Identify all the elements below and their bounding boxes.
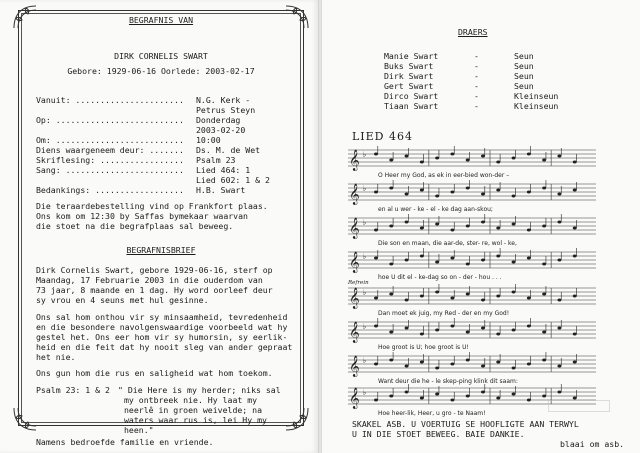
note-head	[435, 393, 439, 396]
note-head	[512, 329, 516, 332]
treble-clef-icon: 𝄞	[349, 288, 360, 309]
note-head	[450, 229, 454, 232]
lyric-line: Want deur die he - le skep-ping klink dit saam:	[378, 378, 518, 385]
note-head	[481, 155, 485, 158]
detail-value: Lied 602: 1 & 2	[196, 175, 270, 185]
note-head	[573, 295, 577, 298]
note-head	[557, 259, 561, 262]
note-head	[435, 223, 439, 226]
page-fold	[318, 0, 322, 453]
headlights-notice: U IN DIE STOET BEWEEG. BAIE DANKIE.	[352, 429, 525, 439]
note-head	[420, 397, 424, 400]
note-head	[573, 161, 577, 164]
note-head	[466, 359, 470, 362]
bearer-relation: Seun	[514, 81, 534, 91]
note-head	[481, 193, 485, 196]
flat-sign-icon: ♭	[362, 218, 367, 227]
flat-sign-icon: ♭	[362, 288, 367, 297]
burial-info-line: Die teraardebestelling vind op Frankfort plaas.	[36, 201, 268, 211]
psalm-reference: Psalm 23: 1 & 2	[36, 385, 110, 395]
note-head	[374, 191, 378, 194]
note-head	[512, 223, 516, 226]
flat-sign-icon: ♭	[362, 322, 367, 331]
note-head	[466, 159, 470, 162]
note-head	[466, 395, 470, 398]
note-head	[389, 187, 393, 190]
note-head	[527, 191, 531, 194]
lyric-line: Hoe groot is U; hoe groot is U!	[378, 344, 469, 351]
bearers-heading: DRAERS	[458, 27, 488, 37]
note-head	[481, 259, 485, 262]
note-head	[527, 229, 531, 232]
bearer-relation: Kleinseun	[514, 101, 559, 111]
detail-label: Diens waargeneem deur: .......	[36, 145, 184, 155]
detail-value: Ds. M. de Wet	[196, 145, 261, 155]
staff-lines	[348, 318, 596, 344]
remember-line: heid en die feit dat hy nooit sleg van ander gepraat	[36, 342, 293, 352]
headlights-notice: SKAKEL ASB. U VOERTUIG SE HOOFLIGTE AAN TERWYL	[352, 419, 579, 429]
treble-clef-icon: 𝄞	[349, 184, 360, 205]
note-head	[374, 363, 378, 366]
lyric-line: hoe U dit el - ke-dag so on - der - hou . . .	[378, 274, 502, 281]
note-head	[374, 399, 378, 402]
detail-value: Donderdag	[196, 115, 241, 125]
note-head	[542, 159, 546, 162]
bearer-relation: Seun	[514, 51, 534, 61]
lyric-line: en al u wer - ke - el - ke dag aan-skou;	[378, 206, 493, 213]
note-head	[542, 187, 546, 190]
detail-value: Petrus Steyn	[196, 105, 256, 115]
note-head	[466, 225, 470, 228]
bearer-name: Manie Swart	[384, 51, 439, 61]
staff-lines	[348, 146, 596, 172]
lyric-line: Dan moet ek juig, my Red - der en my God!	[378, 310, 510, 317]
note-head	[557, 365, 561, 368]
corner-ornament-icon	[284, 406, 310, 432]
staff-lines	[348, 248, 596, 274]
music-staff	[348, 284, 596, 310]
life-dates: Gebore: 1929-06-16 Oorlede: 2003-02-17	[67, 66, 255, 76]
bearer-name: Dirco Swart	[384, 91, 439, 101]
faint-stamp	[548, 400, 610, 412]
flat-sign-icon: ♭	[362, 356, 367, 365]
bearer-dash: -	[474, 91, 479, 101]
note-head	[450, 325, 454, 328]
psalm-line: neerlê in groen weivelde; na	[124, 405, 263, 415]
note-head	[466, 331, 470, 334]
treble-clef-icon: 𝄞	[349, 388, 360, 409]
note-head	[389, 263, 393, 266]
note-head	[496, 361, 500, 364]
sign-off: Namens bedroefde familie en vriende.	[36, 437, 214, 447]
note-head	[527, 399, 531, 402]
note-head	[450, 399, 454, 402]
detail-value: H.B. Swart	[196, 185, 246, 195]
bearer-dash: -	[474, 81, 479, 91]
treble-clef-icon: 𝄞	[349, 356, 360, 377]
psalm-line: my ontbreek nie. Hy laat my	[124, 395, 258, 405]
note-head	[466, 187, 470, 190]
detail-label: Skriflesing: .................	[36, 155, 184, 165]
note-head	[527, 297, 531, 300]
flat-sign-icon: ♭	[362, 388, 367, 397]
note-head	[573, 361, 577, 364]
note-head	[374, 257, 378, 260]
note-head	[389, 359, 393, 362]
lyric-line: Hoe heer-lik, Heer, u gro - te Naam!	[378, 410, 486, 417]
remember-line: het nie.	[36, 352, 76, 362]
note-head	[420, 361, 424, 364]
note-head	[573, 227, 577, 230]
detail-label: Om: ..........................	[36, 135, 184, 145]
note-head	[573, 255, 577, 258]
flat-sign-icon: ♭	[362, 252, 367, 261]
note-head	[512, 261, 516, 264]
bio-line: Dirk Cornelis Swart, gebore 1929-06-16, sterf op	[36, 265, 273, 275]
bearer-relation: Seun	[514, 61, 534, 71]
note-head	[405, 327, 409, 330]
treble-clef-icon: 𝄞	[349, 322, 360, 343]
bio-line: 73 jaar, 8 maande en 1 dag. Hy word oorleef deur	[36, 285, 273, 295]
bio-line: sy vrou en 4 seuns met hul gesinne.	[36, 295, 209, 305]
funeral-heading: BEGRAFNIS VAN	[128, 15, 194, 25]
note-head	[496, 161, 500, 164]
music-staff	[348, 214, 596, 240]
burial-info-line: Ons kom om 12:30 by Saffas bymekaar waarvan	[36, 211, 248, 221]
note-head	[557, 193, 561, 196]
detail-label: Vanuit: ......................	[36, 95, 184, 105]
rest-line: Ons gun hom die rus en saligheid wat hom toekom.	[36, 368, 273, 378]
note-head	[527, 257, 531, 260]
refrain-label: Refrein	[348, 280, 369, 286]
staff-lines	[348, 284, 596, 310]
bearer-relation: Kleinseun	[514, 91, 559, 101]
staff-lines	[348, 214, 596, 240]
note-head	[557, 391, 561, 394]
remember-line: Ons sal hom onthou vir sy minsaamheid, tevredenheid	[36, 312, 288, 322]
note-head	[496, 333, 500, 336]
psalm-line: waters waar rus is, lei Hy my	[124, 415, 267, 425]
music-staff	[348, 318, 596, 344]
note-head	[420, 161, 424, 164]
note-head	[496, 189, 500, 192]
note-head	[420, 333, 424, 336]
lyric-line: O Heer my God, as ek in eer-bied won-der –	[378, 172, 510, 179]
detail-value: N.G. Kerk -	[196, 95, 251, 105]
turn-over-note: blaai om asb.	[560, 439, 625, 449]
note-head	[542, 263, 546, 266]
corner-ornament-icon	[12, 406, 38, 432]
note-head	[466, 263, 470, 266]
note-head	[420, 227, 424, 230]
note-head	[557, 299, 561, 302]
note-head	[557, 221, 561, 224]
note-head	[527, 153, 531, 156]
note-head	[542, 395, 546, 398]
note-head	[420, 255, 424, 258]
note-head	[512, 367, 516, 370]
note-head	[542, 331, 546, 334]
hymn-title: LIED 464	[352, 130, 413, 143]
note-head	[527, 325, 531, 328]
bearer-name: Gert Swart	[384, 81, 434, 91]
note-head	[450, 153, 454, 156]
note-head	[450, 191, 454, 194]
note-head	[542, 225, 546, 228]
note-head	[466, 293, 470, 296]
note-head	[573, 333, 577, 336]
note-head	[512, 195, 516, 198]
note-head	[512, 291, 516, 294]
detail-value: 10:00	[196, 135, 221, 145]
note-head	[496, 295, 500, 298]
note-head	[435, 157, 439, 160]
detail-label: Sang: ........................	[36, 165, 184, 175]
flat-sign-icon: ♭	[362, 184, 367, 193]
bearer-name: Dirk Swart	[384, 71, 434, 81]
bearer-dash: -	[474, 71, 479, 81]
music-staff	[348, 180, 596, 206]
note-head	[374, 297, 378, 300]
note-head	[542, 293, 546, 296]
note-head	[496, 255, 500, 258]
note-head	[389, 225, 393, 228]
note-head	[435, 329, 439, 332]
note-head	[573, 189, 577, 192]
flat-sign-icon: ♭	[362, 150, 367, 159]
music-staff	[348, 352, 596, 378]
note-head	[374, 229, 378, 232]
treble-clef-icon: 𝄞	[349, 252, 360, 273]
staff-lines	[348, 352, 596, 378]
note-head	[374, 325, 378, 328]
note-head	[527, 363, 531, 366]
note-head	[405, 259, 409, 262]
bearer-dash: -	[474, 51, 479, 61]
detail-value: 2003-02-20	[196, 125, 246, 135]
note-head	[389, 159, 393, 162]
bearer-name: Buks Swart	[384, 61, 434, 71]
note-head	[435, 195, 439, 198]
note-head	[374, 153, 378, 156]
remember-line: en die besondere navolgenswaardige voorbeeld wat hy	[36, 322, 288, 332]
note-head	[405, 299, 409, 302]
note-head	[405, 193, 409, 196]
note-head	[405, 155, 409, 158]
bearer-relation: Seun	[514, 71, 534, 81]
remember-line: gestel het. Ons eer hom vir sy humorsin, sy eerlik-	[36, 332, 288, 342]
note-head	[389, 395, 393, 398]
note-head	[481, 299, 485, 302]
note-head	[450, 257, 454, 260]
note-head	[405, 221, 409, 224]
note-head	[389, 293, 393, 296]
note-head	[389, 331, 393, 334]
note-head	[435, 291, 439, 294]
deceased-name: DIRK CORNELIS SWART	[114, 51, 208, 61]
note-head	[496, 397, 500, 400]
note-head	[557, 327, 561, 330]
note-head	[405, 391, 409, 394]
note-head	[420, 295, 424, 298]
psalm-line: heen."	[124, 425, 154, 435]
staff-lines	[348, 180, 596, 206]
note-head	[450, 363, 454, 366]
note-head	[542, 359, 546, 362]
funeral-letter-heading: BEGRAFNISBRIEF	[126, 245, 196, 255]
note-head	[435, 261, 439, 264]
note-head	[420, 189, 424, 192]
note-head	[481, 327, 485, 330]
note-head	[481, 365, 485, 368]
bearer-dash: -	[474, 101, 479, 111]
psalm-line: " Die Here is my herder; niks sal	[118, 385, 281, 395]
music-staff	[348, 248, 596, 274]
detail-label: Bedankings: ..................	[36, 185, 184, 195]
note-head	[435, 367, 439, 370]
burial-info-line: die stoet na die begrafplaas sal beweeg.	[36, 221, 234, 231]
note-head	[481, 391, 485, 394]
note-head	[481, 221, 485, 224]
bio-line: Maandag, 17 Februarie 2003 in die ouderdom van	[36, 275, 263, 285]
bearer-dash: -	[474, 61, 479, 71]
lyric-line: Die son en maan, die aar-de, ster- re, wol - ke,	[378, 240, 517, 247]
note-head	[496, 227, 500, 230]
detail-value: Lied 464: 1	[196, 165, 251, 175]
treble-clef-icon: 𝄞	[349, 150, 360, 171]
music-staff	[348, 146, 596, 172]
note-head	[512, 393, 516, 396]
detail-label: Op: ..........................	[36, 115, 184, 125]
note-head	[450, 297, 454, 300]
note-head	[405, 365, 409, 368]
bearer-name: Tiaan Swart	[384, 101, 439, 111]
note-head	[512, 157, 516, 160]
detail-value: Psalm 23	[196, 155, 236, 165]
note-head	[557, 155, 561, 158]
treble-clef-icon: 𝄞	[349, 218, 360, 239]
